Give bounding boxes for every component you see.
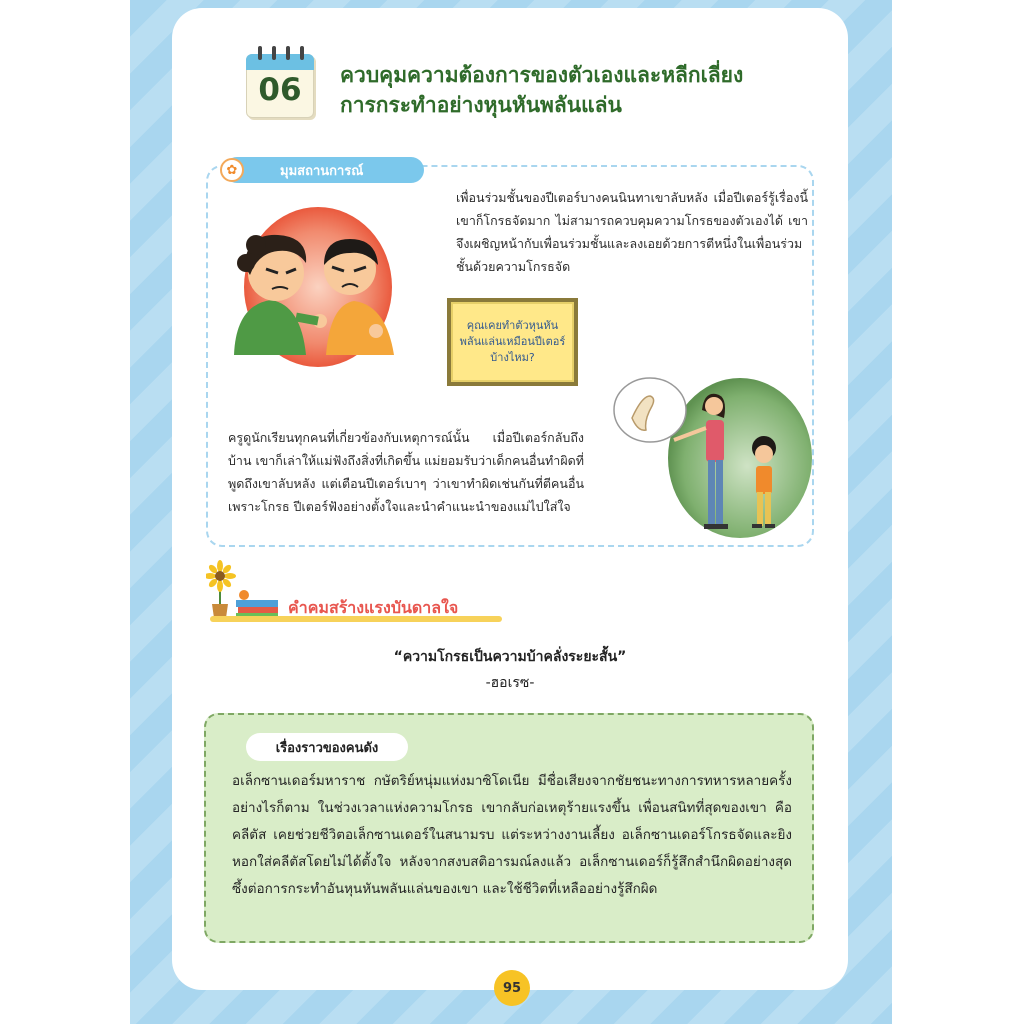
- inspiration-heading: คำคมสร้างแรงบันดาลใจ: [288, 598, 459, 617]
- scenario-label: มุมสถานการณ์: [280, 163, 364, 179]
- famous-story-label: เรื่องราวของคนดัง: [246, 733, 408, 761]
- scenario-tab: [224, 157, 424, 183]
- famous-story-text: อเล็กซานเดอร์มหาราช กษัตริย์หนุ่มแห่งมาซิโดเนีย มีชื่อเสียงจากชัยชนะทางการทหารหลายครั้ง อย่างไรก็ตาม ในช่วงเวลาแห่งความโกรธ เขากลับก่อเหตุร้ายแรงขึ้น เพื่อนสนิทที่สุดของเขา คือ คลีตัส เคยช่วยชีวิตอเล็กซานเดอร์ในสนามรบ แต่ระหว่างงานเลี้ยง อเล็กซานเดอร์โกรธจัดและยิงหอกใส่คลีตัสโดยไม่ได้ตั้งใจ หลังจากสงบสติอารมณ์ลงแล้ว อเล็กซานเดอร์ก็รู้สึกสำนึกผิดอย่างสุดซึ้งต่อการกระทำอันหุนหันพลันแล่นของเขา และใช้ชีวิตที่เหลืออย่างรู้สึกผิด: [232, 773, 792, 897]
- quote-author: -ฮอเรซ-: [485, 675, 535, 691]
- title-line-1: ควบคุมความต้องการของตัวเองและหลีกเลี่ยง: [340, 63, 744, 87]
- angry-boys-illustration: [226, 205, 401, 375]
- mother-son-illustration: [612, 370, 812, 538]
- scenario-paragraph-2: ครูดูนักเรียนทุกคนที่เกี่ยวข้องกับเหตุการณ์นั้น เมื่อปีเตอร์กลับถึงบ้าน เขาก็เล่าให้แม่ฟังถึงสิ่งที่เกิดขึ้น แม่ยอมรับว่าเด็กคนอื่นทำผิดที่พูดถึงเขาลับหลัง แต่เตือนปีเตอร์เบาๆ ว่าเขาทำผิดเช่นกันที่ตีคนอื่นเพราะโกรธ ปีเตอร์ฟังอย่างตั้งใจและนำคำแนะนำของแม่ไปใส่ใจ: [228, 430, 584, 514]
- question-card: คุณเคยทำตัวหุนหันพลันแล่นเหมือนปีเตอร์บ้างไหม?: [447, 298, 578, 386]
- inspiration-quote: “ความโกรธเป็นความบ้าคลั่งระยะสั้น”: [393, 649, 627, 665]
- scenario-paragraph-1: เพื่อนร่วมชั้นของปีเตอร์บางคนนินทาเขาลับหลัง เมื่อปีเตอร์รู้เรื่องนี้ เขาก็โกรธจัดมาก ไม่สามารถควบคุมความโกรธของตัวเองได้ เขาจึงเผชิญหน้ากับเพื่อนร่วมชั้นและลงเอยด้วยการตีหนึ่งในเพื่อนร่วมชั้นด้วยความโกรธจัด: [456, 190, 808, 274]
- page-number: 95: [494, 970, 530, 1006]
- lesson-number: 06: [258, 72, 302, 108]
- title-line-2: การกระทำอย่างหุนหันพลันแล่น: [340, 93, 622, 117]
- page-title: [340, 60, 810, 120]
- calendar-icon: [246, 46, 314, 118]
- flower-icon: ✿: [220, 158, 244, 182]
